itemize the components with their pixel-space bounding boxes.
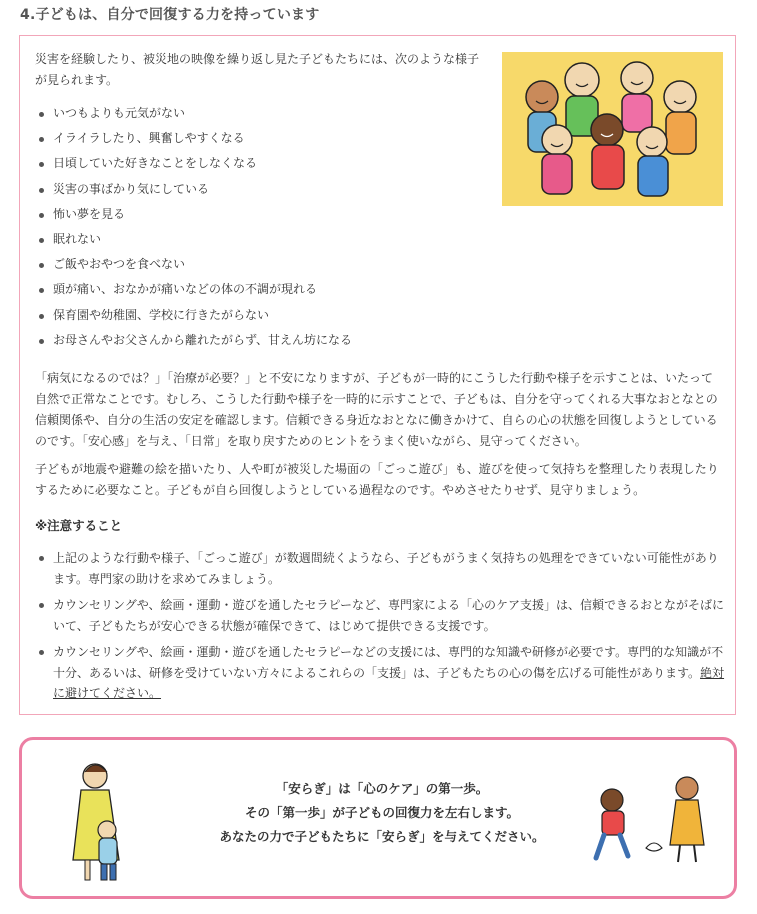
message-line: その「第一歩」が子どもの回復力を左右します。 [244,805,519,820]
list-item: 頭が痛い、おなかが痛いなどの体の不調が現れる [35,277,352,302]
message-text [172,777,592,849]
list-item: 怖い夢を見る [35,202,352,227]
message-line: 「安らぎ」は「心のケア」の第一歩。 [275,781,489,796]
list-item: ご飯やおやつを食べない [35,252,352,277]
paragraph-normal-reaction: 「病気になるのでは？」「治療が必要？」と不安になりますが、子どもが一時的にこうした行動や様子を示すことは、いたって自然で正常なことです。むしろ、こうした行動や様子を一時的に示すことで、子どもは、自分を守ってくれる大事なおとなとの信頼関係や、自分の生活の安定を確認します。信頼できる身近なおとなに働きかけて、自らの心の状態を回復しようとしているのです。「安心感」を与え、「日常」を取り戻すためのヒントをうまく使いながら、見守ってください。 [35,371,718,448]
symptom-list [35,101,352,353]
intro-text: 災害を経験したり、被災地の映像を繰り返し見た子どもたちには、次のような様子が見られます。 [35,52,480,87]
list-item: カウンセリングや、絵画・運動・遊びを通したセラピーなど、専門家による「心のケア支援」は、信頼できるおとながそばにいて、子どもたちが安心できる状態が確保できて、はじめて提供できる支援です。 [35,595,725,636]
list-item: 保育園や幼稚園、学校に行きたがらない [35,303,352,328]
two-children-with-bird-illustration [582,770,722,870]
group-of-children-illustration [502,52,723,206]
list-item: イライラしたり、興奮しやすくなる [35,126,352,151]
caution-heading: ※注意すること [35,518,123,533]
list-item: 上記のような行動や様子、「ごっこ遊び」が数週間続くようなら、子どもがうまく気持ちの処理をできていない可能性があります。専門家の助けを求めてみましょう。 [35,548,725,589]
list-item: お母さんやお父さんから離れたがらず、甘えん坊になる [35,328,352,353]
list-item: 日頃していた好きなことをしなくなる [35,151,352,176]
list-item: いつもよりも元気がない [35,101,352,126]
message-line: あなたの力で子どもたちに「安らぎ」を与えてください。 [219,829,545,844]
mother-and-child-illustration [67,760,137,885]
content-panel [19,35,736,715]
caution-emphasis: 絶対に避けてください。 [53,665,725,700]
section-title: 4.子どもは、自分で回復する力を持っています [20,7,320,23]
list-item [35,642,725,704]
list-item: 眠れない [35,227,352,252]
caution-text: カウンセリングや、絵画・運動・遊びを通したセラピーなどの支援には、専門的な知識や研修が必要です。専門的な知識が不十分、あるいは、研修を受けていない方々によるこれらの「支援」は、子どもたちの心の傷を広げる可能性があります。 [53,645,724,680]
paragraph-play: 子どもが地震や避難の絵を描いたり、人や町が被災した場面の「ごっこ遊び」も、遊びを使って気持ちを整理したり表現したりするために必要なこと。子どもが自ら回復しようとしている過程なのです。やめさせたりせず、見守りましょう。 [35,462,719,497]
message-panel [19,737,737,899]
list-item: 災害の事ばかり気にしている [35,177,352,202]
caution-list [35,548,725,710]
